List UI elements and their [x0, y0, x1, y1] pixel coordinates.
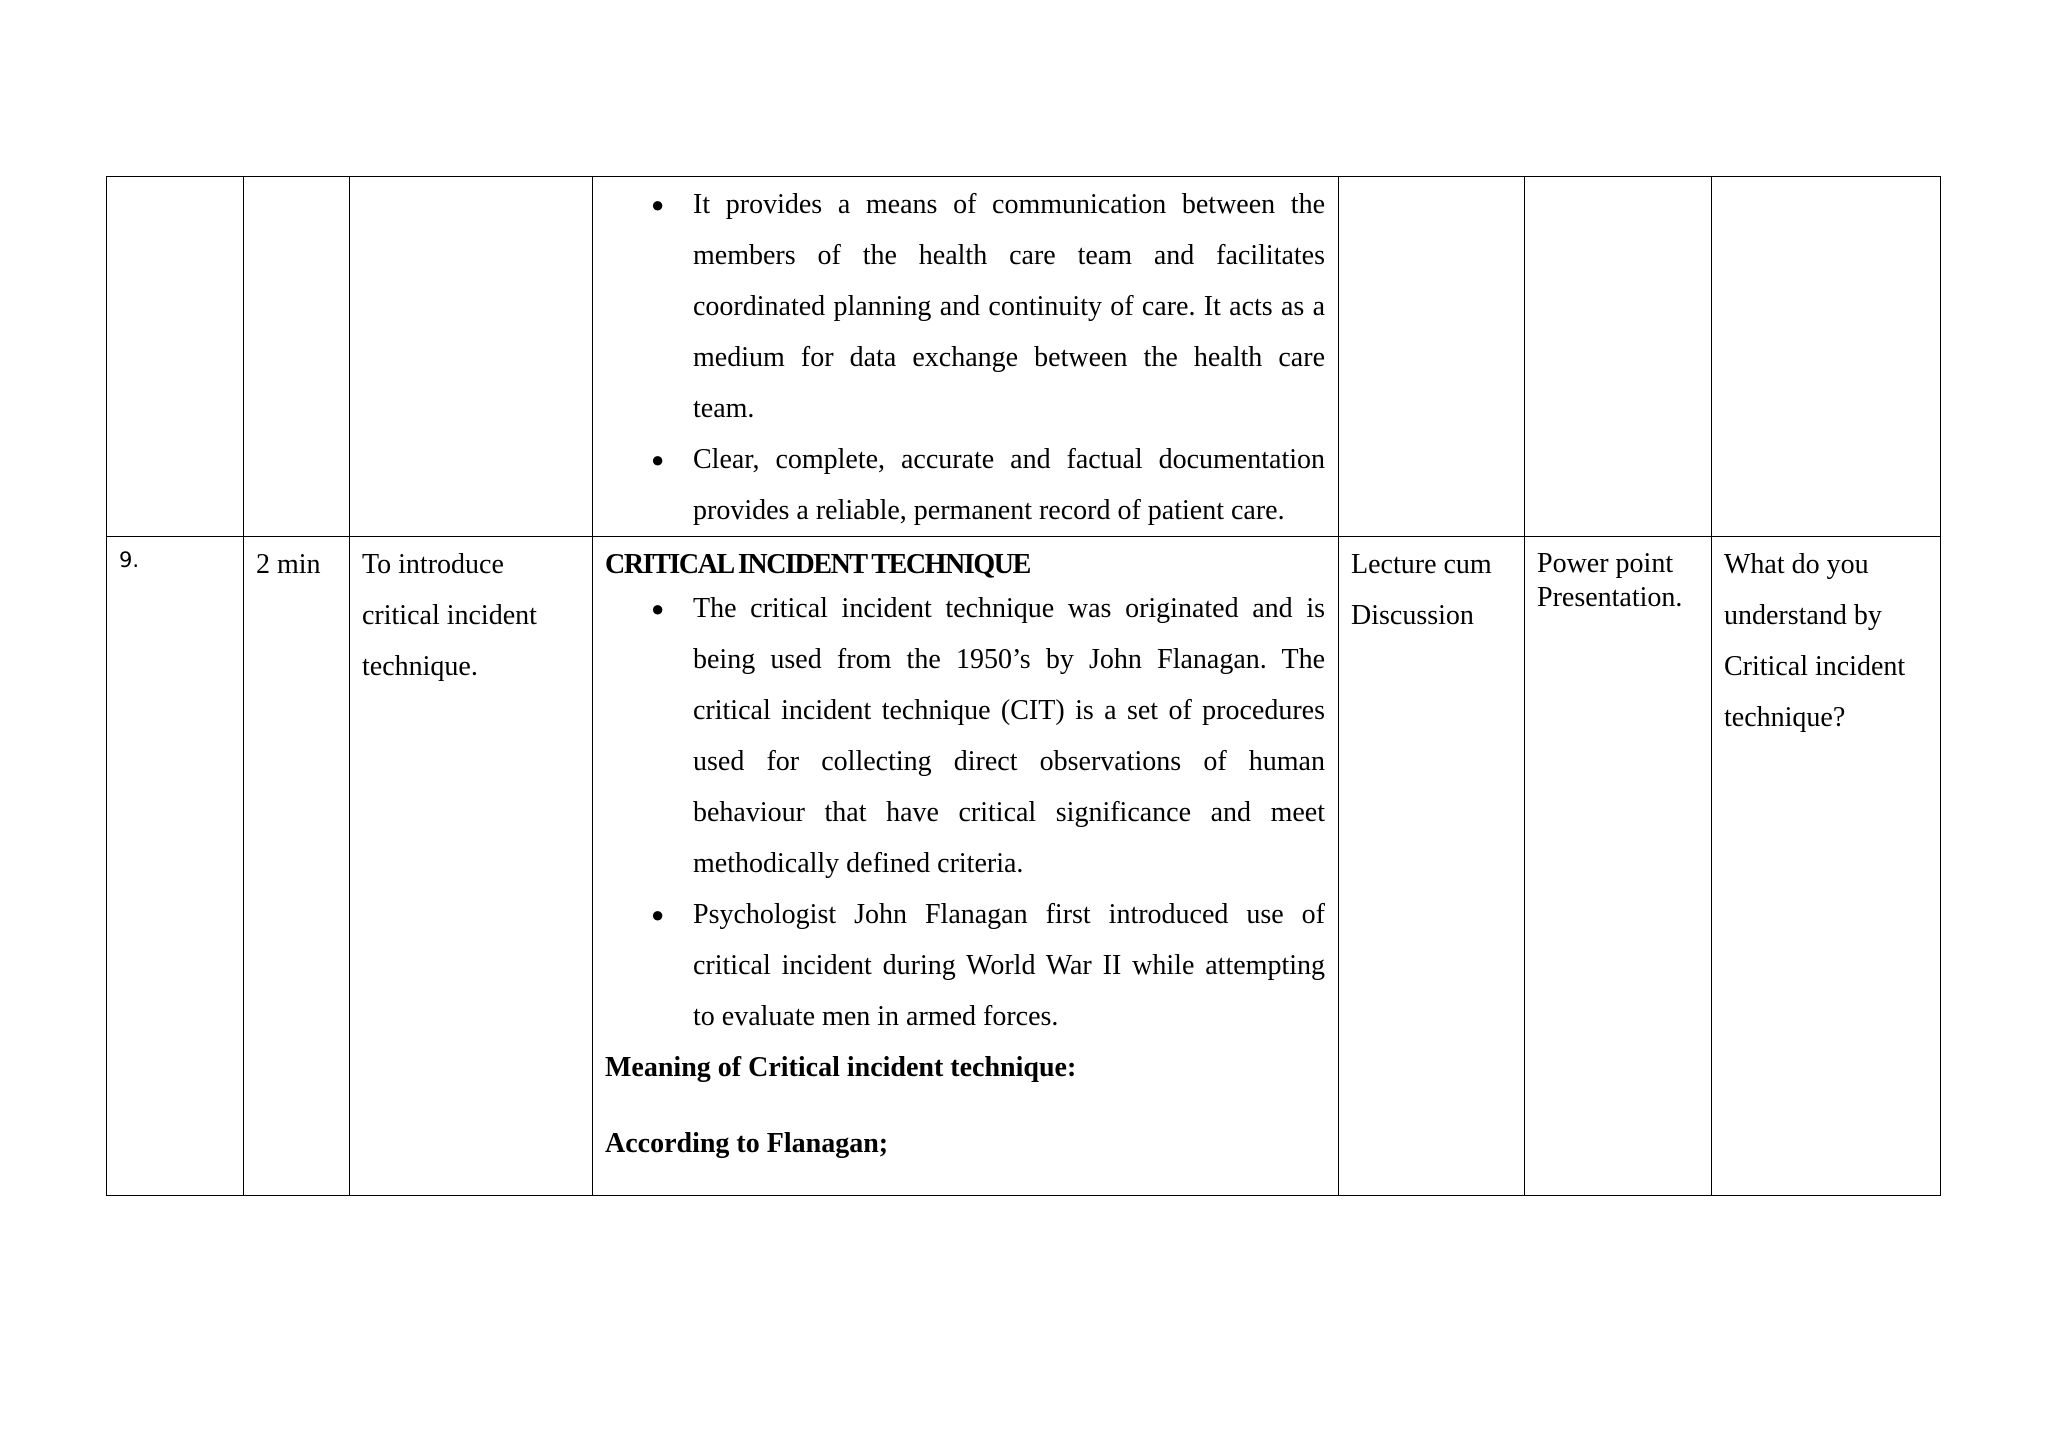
- method-text: Lecture cum Discussion: [1351, 549, 1492, 631]
- cell-objective-empty: [350, 177, 593, 537]
- cell-av-aids: [1525, 537, 1712, 1196]
- evaluation-text: What do you understand by Critical incident technique?: [1724, 549, 1906, 733]
- cell-method-empty: [1339, 177, 1525, 537]
- bullet-text: Clear, complete, accurate and factual documentation provides a reliable, permanent record of patient care.: [693, 444, 1325, 526]
- bullet-text: Psychologist John Flanagan first introduced use of critical incident during World War II while attempting to evaluate men in armed forces.: [693, 899, 1325, 1032]
- cell-av-empty: [1525, 177, 1712, 537]
- cell-evaluation: [1712, 537, 1941, 1196]
- subheading-meaning: Meaning of Critical incident technique:: [605, 1052, 1077, 1083]
- bullet-icon: ●: [651, 596, 665, 621]
- lesson-plan-table: [106, 176, 1941, 1196]
- bullet-list: [605, 583, 1325, 1042]
- cell-objective: [350, 537, 593, 1196]
- table-row-9: [107, 537, 1941, 1196]
- av-aids-text: Power point Presentation.: [1537, 548, 1683, 613]
- cell-content: [593, 537, 1339, 1196]
- subheading-flanagan: According to Flanagan;: [605, 1128, 889, 1159]
- list-item: [605, 583, 1325, 889]
- objective-text: To introduce critical incident technique.: [362, 549, 537, 682]
- cell-time: [244, 537, 350, 1196]
- bullet-icon: ●: [651, 902, 665, 927]
- bullet-list-continued: [605, 179, 1325, 536]
- bullet-icon: ●: [651, 192, 665, 217]
- row-number: 9.: [119, 548, 140, 572]
- time-value: 2 min: [256, 549, 321, 580]
- bullet-text: It provides a means of communication between the members of the health care team and facilitates coordinated planning and continuity of care. It acts as a medium for data exchange between the health care team.: [693, 189, 1325, 424]
- bullet-text: The critical incident technique was originated and is being used from the 1950’s by John Flanagan. The critical incident technique (CIT) is a set of procedures used for collecting direct observations of human behaviour that have critical significance and meet methodically defined criteria.: [693, 593, 1325, 879]
- bullet-icon: ●: [651, 447, 665, 472]
- cell-evaluation-empty: [1712, 177, 1941, 537]
- cell-time-empty: [244, 177, 350, 537]
- table-row-continued: [107, 177, 1941, 537]
- section-heading: CRITICAL INCIDENT TECHNIQUE: [605, 549, 1030, 580]
- list-item: [605, 434, 1325, 536]
- cell-content-continued: [593, 177, 1339, 537]
- cell-method: [1339, 537, 1525, 1196]
- list-item: [605, 889, 1325, 1042]
- cell-number: [107, 537, 244, 1196]
- list-item: [605, 179, 1325, 434]
- cell-number-empty: [107, 177, 244, 537]
